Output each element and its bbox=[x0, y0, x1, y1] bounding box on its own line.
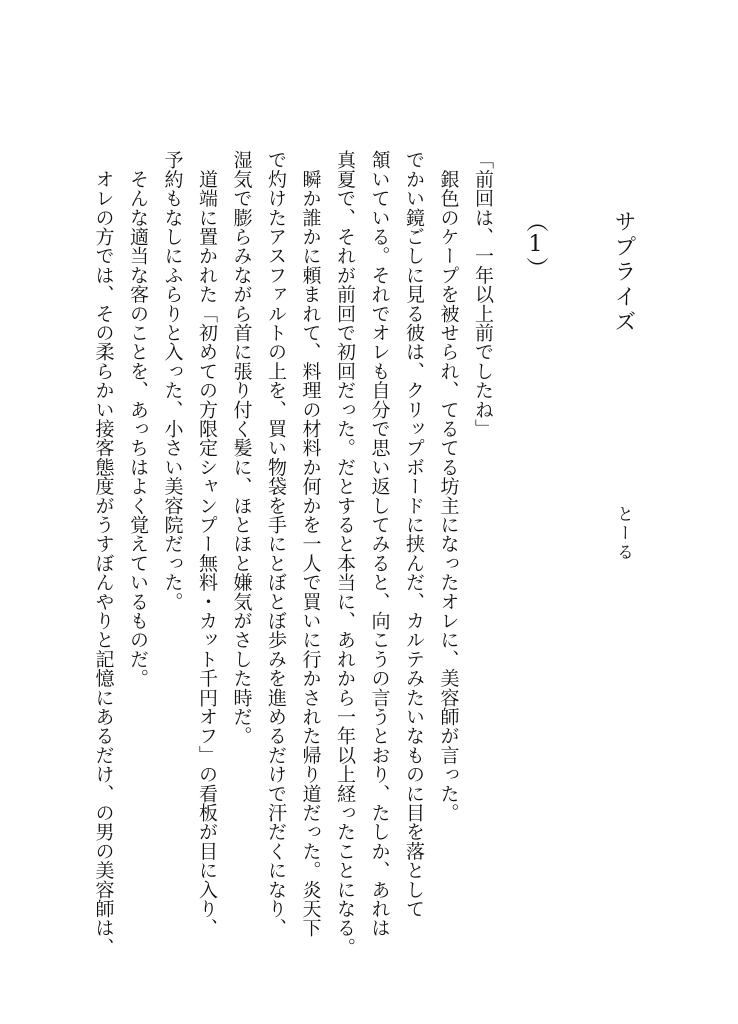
text-line: 道端に置かれた「初めての方限定シャンプー無料・カット千円オフ」の看板が目に入り、 bbox=[196, 150, 218, 938]
text-line: 「前回は、一年以上前でしたね」 bbox=[472, 150, 494, 438]
text-line: 予約もなしにふらりと入った、小さい美容院だった。 bbox=[161, 150, 184, 611]
text-line: で灼けたアスファルトの上を、買い物袋を手にとぼとぼ歩みを進めるだけで汗だくになり、 bbox=[265, 150, 287, 938]
text-line: オレの方では、その柔らかい接客態度がうすぼんやりと記憶にあるだけ、の男の美容師は、 bbox=[92, 150, 115, 957]
text-line: でかい鏡ごしに見る彼は、クリップボードに挟んだ、カルテみたいなものに目を落として bbox=[403, 150, 425, 918]
text-line: そんな適当な客のことを、あっちはよく覚えているものだ。 bbox=[127, 150, 149, 688]
chapter-number: （1） bbox=[523, 210, 548, 279]
text-line: 瞬か誰かに頼まれて、料理の材料か何かを一人で買いに行かされた帰り道だった。炎天下 bbox=[299, 150, 322, 938]
text-line: 湿気で膨らみながら首に張り付く髪に、ほとほと嫌気がさした時だ。 bbox=[230, 150, 253, 746]
text-line: 真夏で、それが前回で初回だった。だとすると本当に、あれから一年以上経ったことになる。 bbox=[334, 150, 356, 957]
author-name: とーる bbox=[613, 505, 633, 562]
text-line: 銀色のケープを被せられ、てるてる坊主になったオレに、美容師が言った。 bbox=[437, 150, 460, 822]
story-title: サプライズ bbox=[611, 210, 636, 335]
body-text bbox=[92, 150, 494, 970]
text-line: 頷いている。それでオレも自分で思い返してみると、向こうの言うとおり、たしか、あれは bbox=[368, 150, 391, 938]
